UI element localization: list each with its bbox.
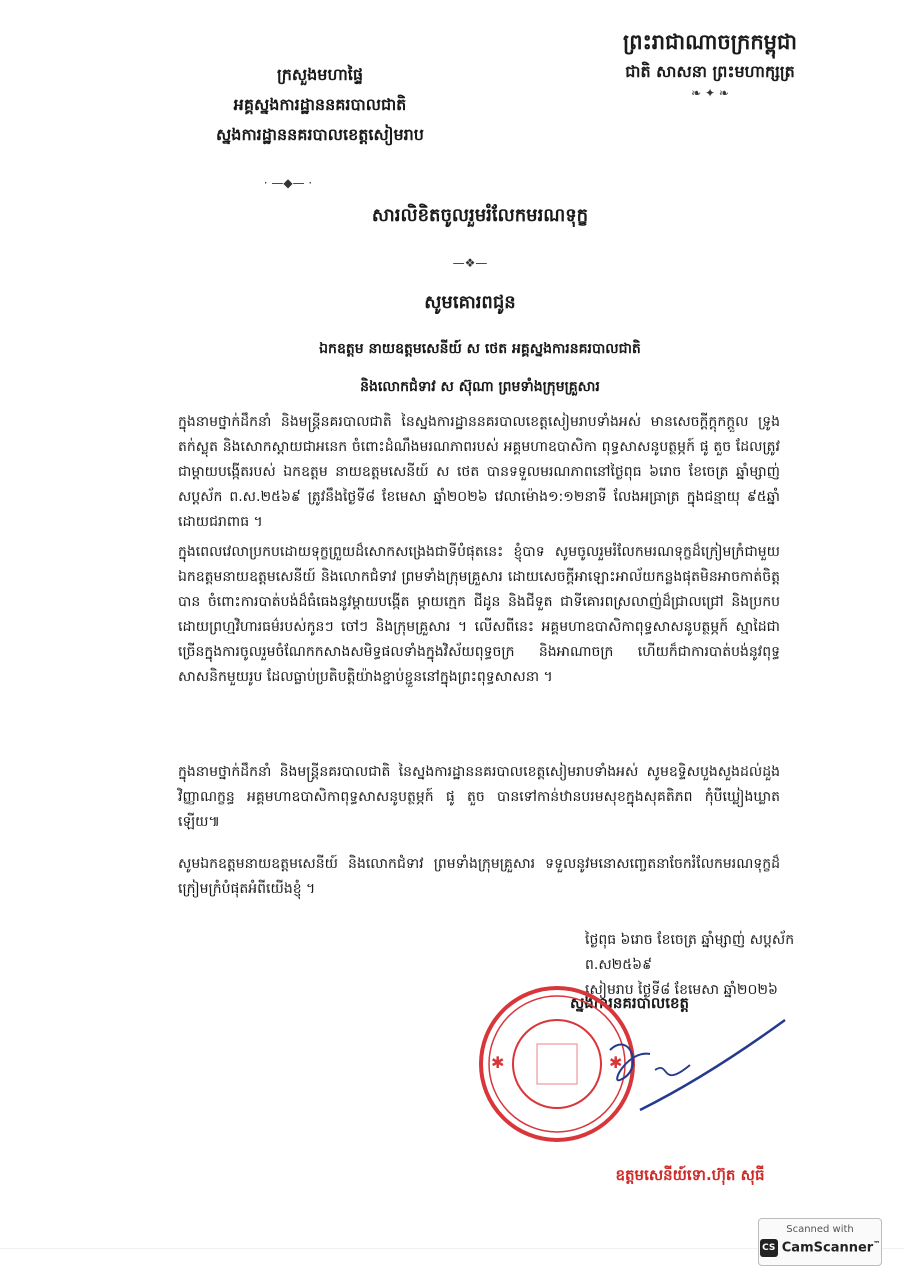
lunar-date: ថ្ងៃពុធ ៦រោច ខែចេត្រ ឆ្នាំម្សាញ់ សប្តស័ក ព.ស២៥៦៩ (585, 932, 795, 973)
letter-title: សារលិខិតចូលរួមរំលែកមរណទុក្ខ (371, 205, 589, 226)
recipient-line-2: និងលោកជំទាវ ស ស៊ុណា ព្រមទាំងក្រុមគ្រួសារ (360, 379, 600, 395)
provincial-commissariat: ស្នងការដ្ឋាននគរបាលខេត្តសៀមរាប (216, 125, 424, 144)
kingdom-name: ព្រះរាជាណាចក្រកម្ពុជា (622, 30, 797, 54)
paragraph-3: ក្នុងនាមថ្នាក់ដឹកនាំ និងមន្ត្រីនគរបាលជាតិ នៃស្នងការដ្ឋាននគរបាលខេត្តសៀមរាបទាំងអស់ សូមឧទ្ទិសបួងសួងដល់ដួងវិញ្ញាណក្ខន្ធ អគ្គមហាឧបាសិកាពុទ្ធសាសនូបត្ថម្ភក៍ ផូ តួច បានទៅកាន់ឋានបរមសុខក្នុងសុគតិភព កុំបីឃ្លៀងឃ្លាតឡើយ៕ (178, 764, 780, 830)
svg-text:✱: ✱ (491, 1053, 505, 1072)
ministry-header (160, 60, 480, 150)
office-signature-label: ស្នងការនគរបាលខេត្ត (570, 994, 690, 1012)
camscanner-brand-text: CamScanner (781, 1240, 874, 1256)
salutation: សូមគោរពជូន (424, 292, 516, 313)
paragraph-4: សូមឯកឧត្តមនាយឧត្តមសេនីយ៍ និងលោកជំទាវ ព្រមទាំងក្រុមគ្រួសារ ទទួលនូវមនោសញ្ចេតនាចែករំលែកមរណទុក្ខដ៏ក្រៀមក្រំបំផុតអំពីយើងខ្ញុំ ។ (178, 856, 780, 897)
camscanner-brand (782, 1240, 880, 1255)
national-motto: ជាតិ សាសនា ព្រះមហាក្សត្រ (625, 62, 795, 81)
signer-name: ឧត្តមសេនីយ៍ទោ.ហ៊ុត សុធី (615, 1166, 765, 1184)
title-ornament: —❖— (452, 256, 488, 270)
handwritten-signature-icon (600, 1010, 790, 1120)
solar-date: សៀមរាប ថ្ងៃទី៨ ខែមេសា ឆ្នាំ២០២៦ (585, 982, 778, 998)
scanner-watermark (758, 1218, 882, 1266)
scanned-with-label: Scanned with (786, 1224, 854, 1235)
header-ornament: ❧ ✦ ❧ (691, 86, 729, 100)
recipient-line-1: ឯកឧត្តម នាយឧត្តមសេនីយ៍ ស ថេត អគ្គស្នងការនគរបាលជាតិ (319, 341, 641, 357)
svg-text:✱: ✱ (609, 1053, 623, 1072)
camscanner-logo-icon: CS (760, 1239, 778, 1257)
paragraph-1: ក្នុងនាមថ្នាក់ដឹកនាំ និងមន្ត្រីនគរបាលជាតិ នៃស្នងការដ្ឋាននគរបាលខេត្តសៀមរាបទាំងអស់ មានសេចក្តីក្តុកក្តួល ទ្រូងតក់ស្លុត និងសោកស្តាយជាអនេក ចំពោះដំណឹងមរណភាពរបស់ អគ្គមហាឧបាសិកា ពុទ្ធសាសនូបត្ថម្ភក៍ ផូ តួច ដែលត្រូវជាម្តាយបង្កើតរបស់ ឯកឧត្តម នាយឧត្តមសេនីយ៍ ស ថេត បានទទួលមរណភាពនៅថ្ងៃពុធ ៦រោច ខែចេត្រ ឆ្នាំម្សាញ់ សប្តស័ក ព.ស.២៥៦៩ ត្រូវនឹងថ្ងៃទី៨ ខែមេសា ឆ្នាំ២០២៦ វេលាម៉ោង១:១២នាទី លែងអធ្រាត្រ ក្នុងជន្មាយុ ៩៥ឆ្នាំ ដោយជរាពាធ ។ (178, 414, 780, 530)
paragraph-2: ក្នុងពេលវេលាប្រកបដោយទុក្ខព្រួយដ៏សោកសង្រេងជាទីបំផុតនេះ ខ្ញុំបាទ សូមចូលរួមរំលែកមរណទុក្ខដ៏ក្រៀមក្រំជាមួយ ឯកឧត្តមនាយឧត្តមសេនីយ៍ និងលោកជំទាវ ព្រមទាំងក្រុមគ្រួសារ ដោយសេចក្តីអាឡោះអាល័យកន្លងផុតមិនអាចកាត់ចិត្តបាន ចំពោះការបាត់បង់ដ៏ធំធេងនូវម្តាយបង្កើត ម្តាយក្មេក ជីដូន និងជីទួត ជាទីគោរពស្រលាញ់ដ៏ជ្រាលជ្រៅ និងប្រកបដោយព្រហ្មវិហារធម៌របស់កូនៗ ចៅៗ និងក្រុមគ្រួសារ ។ លើសពីនេះ អគ្គមហាឧបាសិកាពុទ្ធសាសនូបត្ថម្ភក៍ ស្មាដៃជាច្រើនក្នុងការចូលរួមចំណែកកសាងសមិទ្ធផលទាំងក្នុងវិស័យពុទ្ធចក្រ និងអាណាចក្រ ហើយក៏ជាការបាត់បង់នូវពុទ្ធសាសនិកមួយរូប ដែលធ្លាប់ប្រតិបត្តិយ៉ាងខ្ជាប់ខ្ជួននៅក្នុងព្រះពុទ្ធសាសនា ។ (178, 544, 780, 685)
kingdom-header (560, 26, 860, 100)
general-commissariat: អគ្គស្នងការដ្ឋាននគរបាលជាតិ (233, 95, 407, 114)
left-ornament: · —◆— · (263, 176, 313, 190)
trademark-mark: ™ (873, 1240, 881, 1249)
ministry-name: ក្រសួងមហាផ្ទៃ (276, 65, 363, 84)
